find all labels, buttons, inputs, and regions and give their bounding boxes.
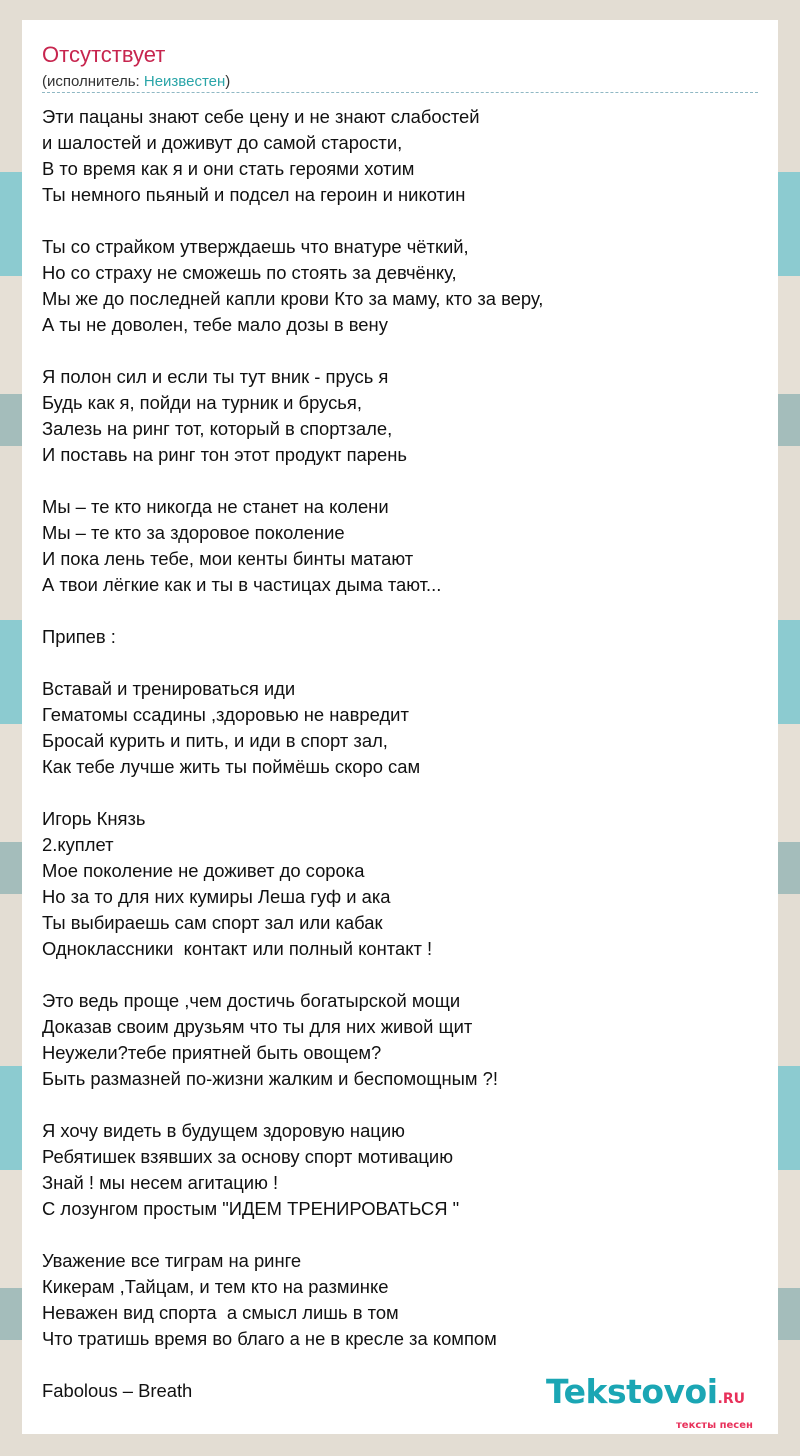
lyric-line: и шалостей и доживут до самой старости,	[42, 132, 403, 153]
lyric-line: Ты выбираешь сам спорт зал или кабак	[42, 912, 383, 933]
lyric-line: Но со страху не сможешь по стоять за девчёнку,	[42, 262, 457, 283]
lyric-line: Знай ! мы несем агитацию !	[42, 1172, 279, 1193]
lyric-line: Но за то для них кумиры Леша гуф и ака	[42, 886, 391, 907]
lyric-line: Одноклассники контакт или полный контакт !	[42, 938, 433, 959]
lyric-line	[42, 650, 758, 676]
lyric-line: Гематомы ссадины ,здоровью не навредит	[42, 704, 409, 725]
lyric-line	[42, 962, 758, 988]
lyric-line	[42, 1222, 758, 1248]
logo-tagline: тексты песен	[676, 1420, 753, 1431]
lyric-line: Вставай и тренироваться иди	[42, 678, 296, 699]
lyric-line: 2.куплет	[42, 834, 114, 855]
title-divider	[42, 92, 758, 93]
lyric-line	[42, 1092, 758, 1118]
artist-prefix: (исполнитель:	[42, 73, 144, 90]
lyric-line: В то время как я и они стать героями хотим	[42, 158, 415, 179]
lyric-line: Быть размазней по-жизни жалким и беспомощным ?!	[42, 1068, 498, 1089]
site-logo[interactable]	[546, 1372, 745, 1411]
lyric-line: Залезь на ринг тот, который в спортзале,	[42, 418, 393, 439]
lyric-line	[42, 598, 758, 624]
lyric-line: А твои лёгкие как и ты в частицах дыма тают...	[42, 574, 442, 595]
lyrics-text	[42, 104, 758, 1404]
lyric-line: Мы же до последней капли крови Кто за маму, кто за веру,	[42, 288, 544, 309]
lyric-line: А ты не доволен, тебе мало дозы в вену	[42, 314, 388, 335]
logo-name: Tekstovoi	[546, 1372, 718, 1411]
lyric-line: Fabolous – Breath	[42, 1380, 193, 1401]
lyric-line: Ребятишек взявших за основу спорт мотивацию	[42, 1146, 453, 1167]
lyric-line: Неважен вид спорта а смысл лишь в том	[42, 1302, 399, 1323]
lyric-line: Неужели?тебе приятней быть овощем?	[42, 1042, 382, 1063]
lyric-line: И поставь на ринг тон этот продукт парень	[42, 444, 407, 465]
lyric-line: Уважение все тиграм на ринге	[42, 1250, 302, 1271]
lyric-line: Как тебе лучше жить ты поймёшь скоро сам	[42, 756, 421, 777]
lyric-line: Кикерам ,Тайцам, и тем кто на разминке	[42, 1276, 389, 1297]
lyric-line: Будь как я, пойди на турник и брусья,	[42, 392, 362, 413]
lyric-line: Бросай курить и пить, и иди в спорт зал,	[42, 730, 388, 751]
lyric-line	[42, 780, 758, 806]
lyric-line: Мы – те кто никогда не станет на колени	[42, 496, 389, 517]
lyric-line: Мое поколение не доживет до сорока	[42, 860, 365, 881]
artist-link[interactable]: Неизвестен	[143, 73, 226, 90]
lyric-line: Я полон сил и если ты тут вник - прусь я	[42, 366, 389, 387]
lyrics-card	[22, 20, 778, 1434]
artist-line	[42, 73, 230, 90]
lyric-line: С лозунгом простым "ИДЕМ ТРЕНИРОВАТЬСЯ "	[42, 1198, 460, 1219]
lyric-line: Что тратишь время во благо а не в кресле за компом	[42, 1328, 497, 1349]
song-title: Отсутствует	[42, 42, 166, 67]
lyric-line: Доказав своим друзьям что ты для них живой щит	[42, 1016, 473, 1037]
artist-suffix: )	[225, 73, 231, 90]
lyric-line	[42, 468, 758, 494]
logo-domain: .RU	[717, 1391, 746, 1407]
lyric-line: Ты со страйком утверждаешь что внатуре чёткий,	[42, 236, 469, 257]
lyric-line: Эти пацаны знают себе цену и не знают слабостей	[42, 106, 480, 127]
lyric-line: Это ведь проще ,чем достичь богатырской мощи	[42, 990, 461, 1011]
lyric-line: Ты немного пьяный и подсел на героин и никотин	[42, 184, 466, 205]
lyric-line	[42, 208, 758, 234]
lyric-line: Игорь Князь	[42, 808, 146, 829]
lyric-line: Припев :	[42, 626, 116, 647]
lyric-line	[42, 338, 758, 364]
lyric-line: Мы – те кто за здоровое поколение	[42, 522, 345, 543]
lyric-line: Я хочу видеть в будущем здоровую нацию	[42, 1120, 405, 1141]
lyric-line: И пока лень тебе, мои кенты бинты матают	[42, 548, 414, 569]
